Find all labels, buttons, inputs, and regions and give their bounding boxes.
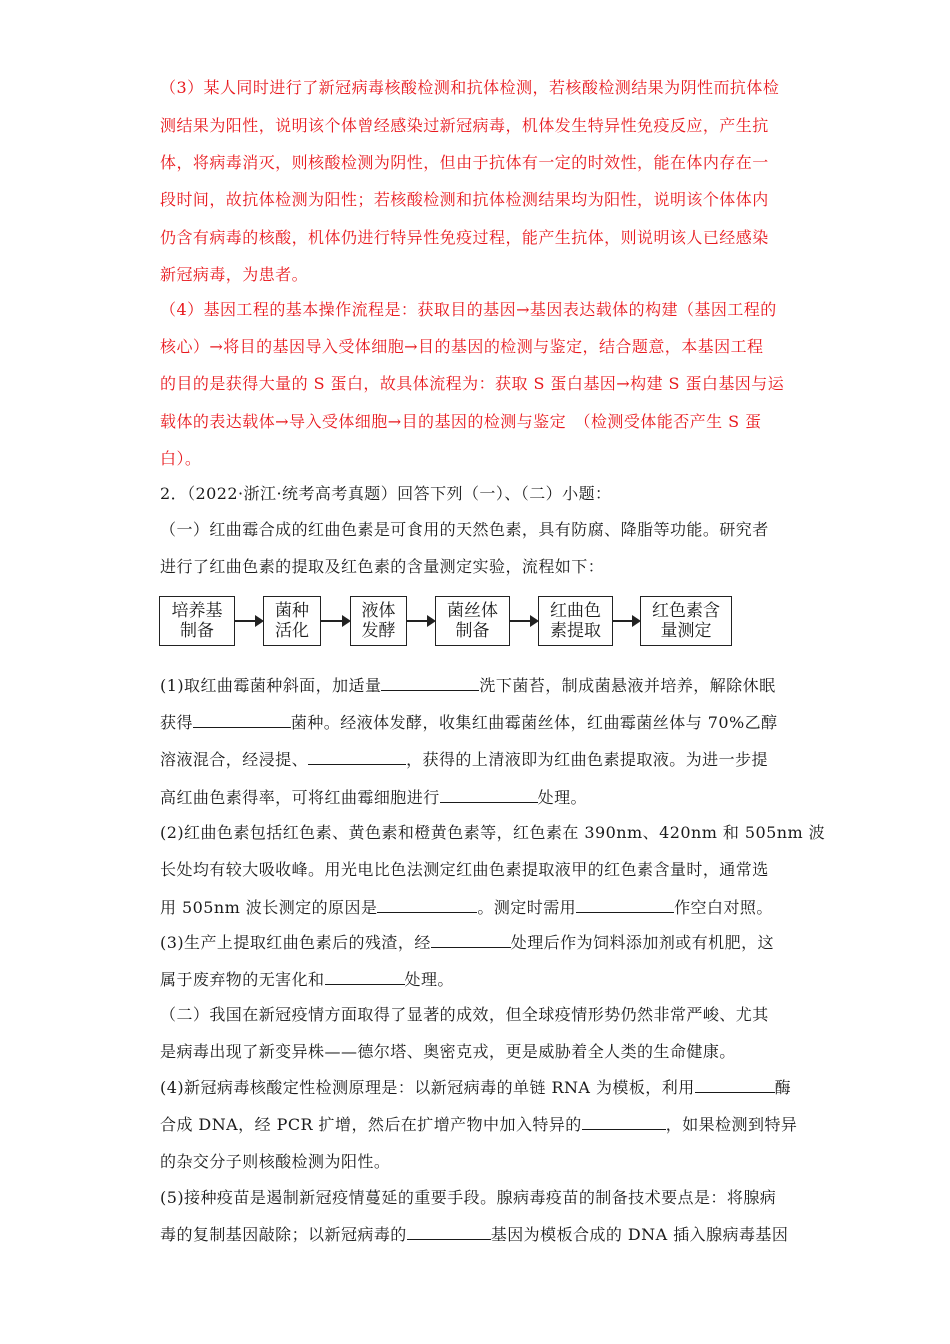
text-segment: 获得 xyxy=(160,713,193,732)
part2-intro-line: （二）我国在新冠疫情方面取得了显著的成效，但全球疫情形势仍然非常严峻、尤其 xyxy=(160,1005,769,1024)
flow-step-content-measurement: 红色素含 量测定 xyxy=(640,596,732,646)
question-header: 2．（2022·浙江·统考高考真题）回答下列（一）、（二）小题： xyxy=(160,484,612,503)
text-segment: 属于废弃物的无害化和 xyxy=(160,970,325,989)
text-segment: 处理后作为饲料添加剂或有机肥，这 xyxy=(510,933,774,952)
q1-line xyxy=(160,675,776,696)
answer-blank[interactable] xyxy=(440,787,538,803)
text-segment: 基因为模板合成的 DNA 插入腺病毒基因 xyxy=(490,1225,789,1244)
flow-arrow xyxy=(235,620,262,622)
answer-3-line: （3）某人同时进行了新冠病毒核酸检测和抗体检测，若核酸检测结果为阴性而抗体检 xyxy=(160,78,780,97)
answer-3-line: 段时间，故抗体检测为阳性；若核酸检测和抗体检测结果均为阳性，说明该个体体内 xyxy=(160,190,769,209)
part1-intro-line: 进行了红曲色素的提取及红色素的含量测定实验，流程如下： xyxy=(160,557,605,576)
text-segment: 毒的复制基因敲除；以新冠病毒的 xyxy=(160,1225,407,1244)
answer-blank[interactable] xyxy=(582,1114,666,1130)
q2-line xyxy=(160,897,773,918)
q4-line xyxy=(160,1152,390,1172)
answer-blank[interactable] xyxy=(407,1224,491,1240)
answer-blank[interactable] xyxy=(193,712,291,728)
text-segment: (1)取红曲霉菌种斜面，加适量 xyxy=(160,676,382,695)
text-segment: 高红曲色素得率，可将红曲霉细胞进行 xyxy=(160,788,440,807)
q4-line xyxy=(160,1077,791,1098)
q1-line xyxy=(160,712,778,733)
text-segment: 长处均有较大吸收峰。用光电比色法测定红曲色素提取液甲的红色素含量时，通常选 xyxy=(160,860,769,879)
answer-4-line: 的目的是获得大量的 S 蛋白，故具体流程为：获取 S 蛋白基因→构建 S 蛋白基因与运 xyxy=(160,374,785,393)
text-segment: 酶 xyxy=(774,1078,792,1097)
answer-4-line: （4）基因工程的基本操作流程是：获取目的基因→基因表达载体的构建（基因工程的 xyxy=(160,300,777,319)
q3-line xyxy=(160,932,774,953)
text-segment: (2)红曲色素包括红色素、黄色素和橙黄色素等，红色素在 390nm、420nm 和 505nm 波 xyxy=(160,823,826,842)
answer-blank[interactable] xyxy=(377,897,477,913)
flow-arrow xyxy=(613,620,639,622)
q1-line xyxy=(160,749,768,770)
answer-3-line: 测结果为阳性，说明该个体曾经感染过新冠病毒，机体发生特异性免疫反应，产生抗 xyxy=(160,116,769,135)
text-segment: 的杂交分子则核酸检测为阳性。 xyxy=(160,1152,391,1171)
answer-3-line: 新冠病毒，为患者。 xyxy=(160,265,309,284)
text-segment: (3)生产上提取红曲色素后的残渣，经 xyxy=(160,933,431,952)
answer-blank[interactable] xyxy=(325,969,405,985)
process-flowchart xyxy=(159,594,739,656)
text-segment: 。测定时需用 xyxy=(477,898,577,917)
text-segment: 处理。 xyxy=(537,788,588,807)
flow-step-mycelium-prep: 菌丝体 制备 xyxy=(435,596,510,646)
q1-line xyxy=(160,787,587,808)
answer-blank[interactable] xyxy=(308,749,406,765)
part2-intro-line: 是病毒出现了新变异株——德尔塔、奥密克戎，更是威胁着全人类的生命健康。 xyxy=(160,1042,736,1061)
answer-blank[interactable] xyxy=(576,897,674,913)
text-segment: 作空白对照。 xyxy=(674,898,773,917)
text-segment: ，获得的上清液即为红曲色素提取液。为进一步提 xyxy=(406,750,768,769)
part1-intro-line: （一）红曲霉合成的红曲色素是可食用的天然色素，具有防腐、降脂等功能。研究者 xyxy=(160,520,769,539)
text-segment: (4)新冠病毒核酸定性检测原理是：以新冠病毒的单链 RNA 为模板，利用 xyxy=(160,1078,695,1097)
flow-step-pigment-extraction: 红曲色 素提取 xyxy=(538,596,613,646)
text-segment: 菌种。经液体发酵，收集红曲霉菌丝体，红曲霉菌丝体与 70%乙醇 xyxy=(290,713,778,732)
flow-arrow xyxy=(407,620,434,622)
answer-blank[interactable] xyxy=(695,1077,775,1093)
flow-step-strain-activation: 菌种 活化 xyxy=(263,596,321,646)
flow-step-medium-prep: 培养基 制备 xyxy=(159,596,235,646)
flow-arrow xyxy=(510,620,537,622)
answer-3-line: 仍含有病毒的核酸，机体仍进行特异性免疫过程，能产生抗体，则说明该人已经感染 xyxy=(160,228,769,247)
text-segment: 用 505nm 波长测定的原因是 xyxy=(160,898,378,917)
flow-arrow xyxy=(321,620,349,622)
answer-blank[interactable] xyxy=(381,675,479,691)
answer-4-line: 核心）→将目的基因导入受体细胞→目的基因的检测与鉴定，结合题意，本基因工程 xyxy=(160,337,764,356)
text-segment: 合成 DNA，经 PCR 扩增，然后在扩增产物中加入特异的 xyxy=(160,1115,582,1134)
answer-4-line: 载体的表达载体→导入受体细胞→目的基因的检测与鉴定 （检测受体能否产生 S 蛋 xyxy=(160,412,762,431)
text-segment: (5)接种疫苗是遏制新冠疫情蔓延的重要手段。腺病毒疫苗的制备技术要点是：将腺病 xyxy=(160,1188,777,1207)
q3-line xyxy=(160,969,454,990)
flow-step-liquid-fermentation: 液体 发酵 xyxy=(350,596,407,646)
q5-line xyxy=(160,1224,788,1245)
q4-line xyxy=(160,1114,797,1135)
text-segment: 洗下菌苔，制成菌悬液并培养，解除休眠 xyxy=(479,676,776,695)
text-segment: 溶液混合，经浸提、 xyxy=(160,750,309,769)
answer-3-line: 体，将病毒消灭，则核酸检测为阴性，但由于抗体有一定的时效性，能在体内存在一 xyxy=(160,153,769,172)
q2-line xyxy=(160,823,825,843)
q5-line xyxy=(160,1188,776,1208)
answer-blank[interactable] xyxy=(431,932,511,948)
q2-line xyxy=(160,860,769,880)
text-segment: ，如果检测到特异 xyxy=(665,1115,798,1134)
text-segment: 处理。 xyxy=(404,970,454,989)
answer-4-line: 白）。 xyxy=(160,449,202,468)
